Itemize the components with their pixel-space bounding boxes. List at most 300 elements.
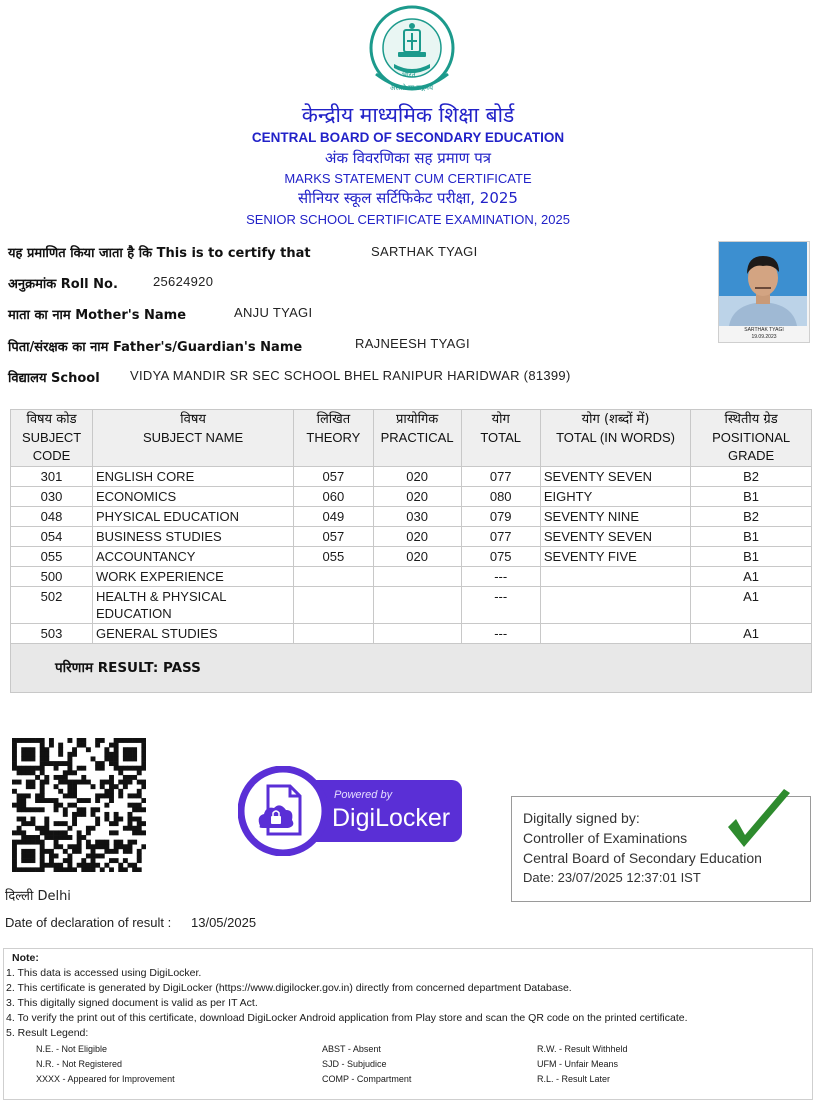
legend-item: N.R. - Not Registered <box>36 1059 123 1069</box>
qr-module <box>12 803 17 808</box>
cell-total: 079 <box>461 507 540 527</box>
qr-module <box>128 738 133 743</box>
school-label: विद्यालय School <box>8 371 100 386</box>
qr-module <box>128 863 133 868</box>
place-label: दिल्ली Delhi <box>5 889 71 904</box>
qr-module <box>137 821 142 826</box>
qr-module <box>17 830 22 835</box>
qr-module <box>26 766 31 771</box>
legend-item: XXXX - Appeared for Improvement <box>36 1074 175 1084</box>
cell-grade: B2 <box>691 467 812 487</box>
board-name-english: CENTRAL BOARD OF SECONDARY EDUCATION <box>251 130 565 145</box>
qr-module <box>12 849 17 854</box>
table-row <box>11 624 812 644</box>
qr-module <box>12 789 17 794</box>
qr-module <box>21 756 26 761</box>
signature-line-2: Controller of Examinations <box>523 830 688 846</box>
table-row <box>11 547 812 567</box>
board-name-hindi: केन्द्रीय माध्यमिक शिक्षा बोर्ड <box>301 103 515 127</box>
qr-module <box>123 849 128 854</box>
qr-module <box>81 798 86 803</box>
qr-module <box>17 840 22 845</box>
qr-module <box>21 807 26 812</box>
qr-module <box>30 752 35 757</box>
qr-module <box>104 840 109 845</box>
qr-module <box>67 780 72 785</box>
qr-module <box>54 807 59 812</box>
qr-module <box>40 854 45 859</box>
qr-module <box>132 738 137 743</box>
qr-module <box>109 849 114 854</box>
cell-total: --- <box>461 624 540 644</box>
qr-module <box>141 784 146 789</box>
qr-module <box>40 780 45 785</box>
cell-total-words: EIGHTY <box>540 487 690 507</box>
qr-module <box>67 789 72 794</box>
qr-module <box>100 766 105 771</box>
signature-line-1: Digitally signed by: <box>523 810 640 826</box>
qr-module <box>100 844 105 849</box>
qr-module <box>17 798 22 803</box>
statement-title-english: MARKS STATEMENT CUM CERTIFICATE <box>284 171 532 186</box>
cell-code: 048 <box>11 507 93 527</box>
qr-module <box>40 840 45 845</box>
qr-module <box>95 821 100 826</box>
qr-module <box>35 867 40 872</box>
cell-code: 301 <box>11 467 93 487</box>
qr-module <box>114 752 119 757</box>
cell-code: 055 <box>11 547 93 567</box>
qr-module <box>104 789 109 794</box>
qr-module <box>141 756 146 761</box>
qr-module <box>77 849 82 854</box>
qr-module <box>95 766 100 771</box>
qr-module <box>86 780 91 785</box>
qr-module <box>21 840 26 845</box>
qr-module <box>81 738 86 743</box>
qr-module <box>132 867 137 872</box>
qr-module <box>21 747 26 752</box>
qr-module <box>137 793 142 798</box>
qr-module <box>44 780 49 785</box>
qr-module <box>17 738 22 743</box>
cell-grade: A1 <box>691 587 812 624</box>
qr-module <box>49 761 54 766</box>
qr-module <box>21 817 26 822</box>
cell-total: --- <box>461 587 540 624</box>
qr-module <box>44 863 49 868</box>
qr-module <box>123 766 128 771</box>
exam-title-english: SENIOR SCHOOL CERTIFICATE EXAMINATION, 2025 <box>246 212 570 227</box>
cell-grade: B1 <box>691 487 812 507</box>
qr-module <box>67 756 72 761</box>
qr-module <box>77 743 82 748</box>
cell-total-words: SEVENTY SEVEN <box>540 527 690 547</box>
qr-module <box>30 840 35 845</box>
qr-module <box>128 793 133 798</box>
qr-module <box>26 780 31 785</box>
qr-module <box>137 766 142 771</box>
qr-module <box>21 798 26 803</box>
qr-module <box>118 789 123 794</box>
qr-module <box>30 817 35 822</box>
qr-module <box>72 844 77 849</box>
qr-module <box>21 766 26 771</box>
qr-module <box>12 867 17 872</box>
qr-module <box>123 780 128 785</box>
qr-module <box>30 849 35 854</box>
qr-module <box>49 743 54 748</box>
qr-module <box>114 784 119 789</box>
qr-module <box>118 738 123 743</box>
qr-module <box>17 826 22 831</box>
qr-module <box>35 793 40 798</box>
qr-module <box>123 756 128 761</box>
qr-module <box>58 835 63 840</box>
header-practical: प्रायोगिक PRACTICAL <box>373 410 461 467</box>
qr-module <box>95 854 100 859</box>
qr-module <box>81 807 86 812</box>
qr-module <box>17 867 22 872</box>
cell-theory: 049 <box>294 507 374 527</box>
qr-module <box>21 821 26 826</box>
digital-signature-box[interactable] <box>511 796 811 902</box>
qr-module <box>128 826 133 831</box>
qr-module <box>128 775 133 780</box>
qr-module <box>91 867 96 872</box>
qr-module <box>132 752 137 757</box>
qr-module <box>54 840 59 845</box>
qr-module <box>30 858 35 863</box>
qr-module <box>141 738 146 743</box>
qr-module <box>77 780 82 785</box>
header-total-words: योग (शब्दों में) TOTAL (IN WORDS) <box>540 410 690 467</box>
qr-module <box>132 817 137 822</box>
qr-module <box>26 752 31 757</box>
note-item: 4. To verify the print out of this certificate, download DigiLocker Android application from Play store and scan the QR code on the printed certificate. <box>6 1012 688 1024</box>
qr-module <box>77 830 82 835</box>
logo-mid-text: भारत <box>402 71 416 79</box>
qr-module <box>17 803 22 808</box>
cell-subject: HEALTH & PHYSICAL EDUCATION <box>93 587 294 624</box>
qr-module <box>123 784 128 789</box>
qr-module <box>63 835 68 840</box>
cell-practical: 020 <box>373 547 461 567</box>
qr-module <box>137 780 142 785</box>
qr-module <box>114 821 119 826</box>
cell-subject: ECONOMICS <box>93 487 294 507</box>
cell-code: 503 <box>11 624 93 644</box>
qr-module <box>137 789 142 794</box>
qr-module <box>12 738 17 743</box>
qr-module <box>58 789 63 794</box>
qr-module <box>63 812 68 817</box>
cell-total: 077 <box>461 467 540 487</box>
legend-item: COMP - Compartment <box>322 1074 412 1084</box>
qr-module <box>81 863 86 868</box>
qr-module <box>54 803 59 808</box>
qr-module <box>123 738 128 743</box>
table-row <box>11 587 812 624</box>
qr-module <box>40 743 45 748</box>
qr-module <box>114 844 119 849</box>
qr-module <box>91 807 96 812</box>
cell-practical: 020 <box>373 467 461 487</box>
qr-module <box>30 770 35 775</box>
qr-module <box>12 743 17 748</box>
qr-module <box>40 761 45 766</box>
qr-module <box>109 830 114 835</box>
cell-grade: B1 <box>691 527 812 547</box>
qr-module <box>26 867 31 872</box>
qr-module <box>132 747 137 752</box>
table-header-row <box>11 410 812 467</box>
qr-module <box>141 844 146 849</box>
qr-module <box>49 798 54 803</box>
table-row <box>11 567 812 587</box>
qr-module <box>67 784 72 789</box>
qr-module <box>86 854 91 859</box>
qr-module <box>63 793 68 798</box>
qr-module <box>81 858 86 863</box>
qr-module <box>12 756 17 761</box>
candidate-photo <box>718 241 810 343</box>
qr-module <box>40 798 45 803</box>
qr-module <box>123 752 128 757</box>
qr-module <box>77 844 82 849</box>
cell-total: 075 <box>461 547 540 567</box>
qr-module <box>123 844 128 849</box>
qr-module <box>44 830 49 835</box>
father-label: पिता/संरक्षक का नाम Father's/Guardian's Name <box>8 340 303 355</box>
cell-subject: WORK EXPERIENCE <box>93 567 294 587</box>
cell-subject: PHYSICAL EDUCATION <box>93 507 294 527</box>
qr-module <box>63 775 68 780</box>
qr-module <box>40 849 45 854</box>
qr-module <box>58 761 63 766</box>
qr-module <box>104 812 109 817</box>
qr-module <box>132 826 137 831</box>
portrait-image <box>719 242 807 326</box>
qr-module <box>58 775 63 780</box>
qr-module <box>26 747 31 752</box>
qr-module <box>137 858 142 863</box>
qr-module <box>123 826 128 831</box>
qr-module <box>40 784 45 789</box>
qr-module <box>141 780 146 785</box>
qr-module <box>58 830 63 835</box>
qr-module <box>137 817 142 822</box>
qr-module <box>72 789 77 794</box>
qr-module <box>67 863 72 868</box>
qr-module <box>72 770 77 775</box>
qr-module <box>44 817 49 822</box>
cell-practical <box>373 587 461 624</box>
cell-theory <box>294 567 374 587</box>
qr-module <box>95 738 100 743</box>
qr-module <box>58 743 63 748</box>
qr-module <box>49 849 54 854</box>
cell-total: 077 <box>461 527 540 547</box>
qr-module <box>137 807 142 812</box>
qr-module <box>12 780 17 785</box>
qr-module <box>72 803 77 808</box>
qr-module <box>128 817 133 822</box>
qr-module <box>114 747 119 752</box>
qr-module <box>30 807 35 812</box>
school-name: VIDYA MANDIR SR SEC SCHOOL BHEL RANIPUR HARIDWAR (81399) <box>130 368 571 383</box>
qr-module <box>91 849 96 854</box>
qr-module <box>118 844 123 849</box>
qr-module <box>128 812 133 817</box>
qr-module <box>137 854 142 859</box>
qr-module <box>72 867 77 872</box>
qr-module <box>63 830 68 835</box>
qr-module <box>118 770 123 775</box>
cell-total: --- <box>461 567 540 587</box>
photo-caption-name: SARTHAK TYAGI <box>744 327 784 333</box>
qr-module <box>44 835 49 840</box>
qr-module <box>44 752 49 757</box>
qr-module <box>128 752 133 757</box>
qr-module <box>44 798 49 803</box>
qr-module <box>30 756 35 761</box>
qr-module <box>77 798 82 803</box>
legend-item: SJD - Subjudice <box>322 1059 387 1069</box>
qr-module <box>40 826 45 831</box>
qr-module <box>63 858 68 863</box>
qr-module <box>21 849 26 854</box>
qr-module <box>72 817 77 822</box>
qr-module <box>40 807 45 812</box>
qr-module <box>118 766 123 771</box>
qr-module <box>40 770 45 775</box>
cell-subject: BUSINESS STUDIES <box>93 527 294 547</box>
qr-module <box>54 798 59 803</box>
cell-grade: A1 <box>691 624 812 644</box>
qr-module <box>40 858 45 863</box>
qr-module <box>49 835 54 840</box>
qr-module <box>141 766 146 771</box>
qr-module <box>26 738 31 743</box>
qr-module <box>109 798 114 803</box>
qr-module <box>35 826 40 831</box>
qr-module <box>40 747 45 752</box>
exam-title-hindi: सीनियर स्कूल सर्टिफिकेट परीक्षा, 2025 <box>298 189 518 207</box>
qr-module <box>104 752 109 757</box>
header-total: योग TOTAL <box>461 410 540 467</box>
qr-module <box>54 766 59 771</box>
qr-module <box>21 835 26 840</box>
qr-module <box>67 761 72 766</box>
qr-code[interactable] <box>12 738 146 872</box>
qr-module <box>81 835 86 840</box>
qr-module <box>54 844 59 849</box>
qr-module <box>63 867 68 872</box>
signature-line-4: Date: 23/07/2025 12:37:01 IST <box>523 870 701 885</box>
qr-module <box>104 756 109 761</box>
qr-module <box>128 747 133 752</box>
qr-module <box>91 863 96 868</box>
cell-theory <box>294 587 374 624</box>
cell-theory: 060 <box>294 487 374 507</box>
legend-item: ABST - Absent <box>322 1044 381 1054</box>
qr-module <box>44 756 49 761</box>
qr-module <box>40 867 45 872</box>
qr-module <box>137 826 142 831</box>
qr-module <box>128 821 133 826</box>
qr-module <box>100 738 105 743</box>
qr-module <box>100 780 105 785</box>
qr-module <box>12 761 17 766</box>
cell-subject: ACCOUNTANCY <box>93 547 294 567</box>
header-subject-code: विषय कोड SUBJECT CODE <box>11 410 93 467</box>
qr-module <box>77 766 82 771</box>
cell-code: 502 <box>11 587 93 624</box>
cell-total-words <box>540 567 690 587</box>
cell-total-words: SEVENTY SEVEN <box>540 467 690 487</box>
cell-practical: 020 <box>373 527 461 547</box>
qr-module <box>21 830 26 835</box>
qr-module <box>72 784 77 789</box>
table-row <box>11 487 812 507</box>
qr-module <box>118 817 123 822</box>
note-item: 2. This certificate is generated by DigiLocker (https://www.digilocker.gov.in) directly from concerned department Database. <box>6 982 572 994</box>
father-name: RAJNEESH TYAGI <box>355 336 470 351</box>
qr-module <box>49 854 54 859</box>
qr-module <box>17 770 22 775</box>
qr-module <box>67 793 72 798</box>
qr-module <box>141 798 146 803</box>
qr-module <box>109 793 114 798</box>
qr-module <box>104 747 109 752</box>
qr-module <box>35 835 40 840</box>
qr-module <box>17 807 22 812</box>
qr-module <box>100 793 105 798</box>
qr-module <box>77 835 82 840</box>
qr-module <box>81 780 86 785</box>
qr-module <box>118 863 123 868</box>
qr-module <box>40 844 45 849</box>
qr-module <box>40 756 45 761</box>
qr-module <box>12 747 17 752</box>
qr-module <box>54 784 59 789</box>
qr-module <box>128 844 133 849</box>
qr-module <box>26 770 31 775</box>
qr-module <box>54 867 59 872</box>
qr-module <box>95 844 100 849</box>
qr-module <box>128 849 133 854</box>
qr-module <box>35 798 40 803</box>
result-label: परिणाम RESULT: PASS <box>55 660 201 676</box>
cell-theory: 057 <box>294 467 374 487</box>
header-positional-grade: स्थितीय ग्रेड POSITIONAL GRADE <box>691 410 812 467</box>
qr-module <box>91 858 96 863</box>
logo-bottom-text: असतो मा सद्गमय <box>390 84 434 92</box>
qr-module <box>91 756 96 761</box>
digilocker-badge <box>238 766 464 856</box>
qr-module <box>132 775 137 780</box>
qr-module <box>40 738 45 743</box>
qr-module <box>77 807 82 812</box>
qr-module <box>35 840 40 845</box>
legend-item: N.E. - Not Eligible <box>36 1044 108 1054</box>
qr-module <box>49 858 54 863</box>
qr-module <box>63 780 68 785</box>
table-row <box>11 507 812 527</box>
qr-module <box>67 766 72 771</box>
qr-module <box>67 803 72 808</box>
